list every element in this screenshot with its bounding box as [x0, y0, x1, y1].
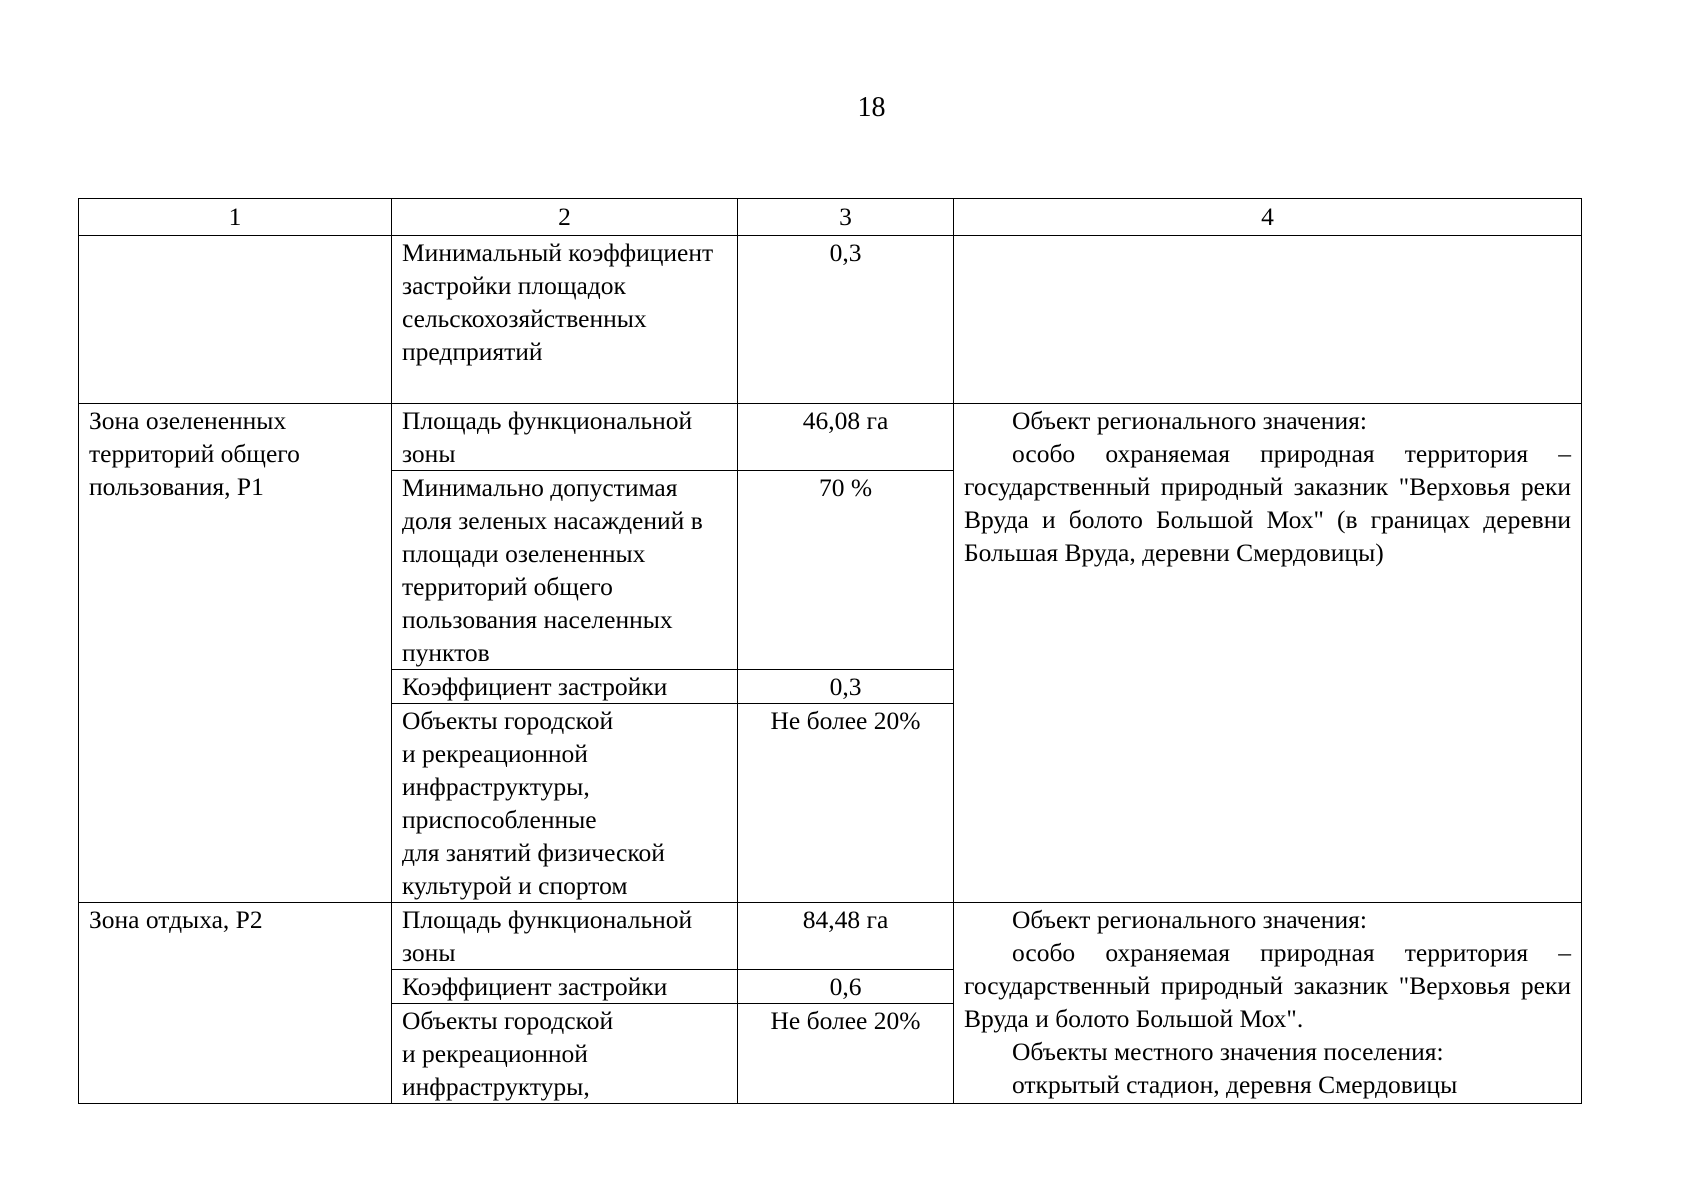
- header-row: [79, 199, 1582, 236]
- header-col-3: 3: [738, 199, 954, 236]
- objects-cell-p2: [954, 903, 1582, 1104]
- objects-cell-p1: [954, 404, 1582, 903]
- header-col-2: 2: [392, 199, 738, 236]
- page-number: 18: [857, 92, 886, 123]
- indicator-cell: [392, 704, 738, 903]
- indicator-cell: [392, 1004, 738, 1104]
- value-cell: Не более 20%: [738, 704, 954, 903]
- objects-heading: Объекты местного значения поселения:: [1012, 1037, 1444, 1066]
- value-cell: Не более 20%: [738, 1004, 954, 1104]
- objects-cell-empty: [954, 236, 1582, 404]
- indicator-line: и рекреационной: [402, 739, 588, 768]
- zones-table: [78, 198, 1582, 1104]
- indicator-line: Объекты городской: [402, 1006, 614, 1035]
- table-header: [79, 199, 1582, 236]
- zone-name-p2: Зона отдыха, Р2: [79, 903, 392, 1104]
- objects-heading: Объект регионального значения:: [1012, 406, 1367, 435]
- indicator-cell: Площадь функциональной зоны: [392, 404, 738, 471]
- indicator-cell: Коэффициент застройки: [392, 670, 738, 704]
- indicator-line: для занятий физической: [402, 838, 665, 867]
- indicator-cell: Минимально допустимая доля зеленых насаждений в площади озелененных территорий общего пользования населенных пунктов: [392, 471, 738, 670]
- objects-text: особо охраняемая природная территория – государственный природный заказник "Верховья реки Вруда и болото Большой Мох".: [964, 938, 1571, 1033]
- header-col-4: 4: [954, 199, 1582, 236]
- value-cell: 70 %: [738, 471, 954, 670]
- objects-heading: Объект регионального значения:: [1012, 905, 1367, 934]
- indicator-line: культурой и спортом: [402, 871, 628, 900]
- value-cell: 0,6: [738, 970, 954, 1004]
- table-row: [79, 404, 1582, 471]
- indicator-cell: Коэффициент застройки: [392, 970, 738, 1004]
- indicator-cell: Минимальный коэффициент застройки площадок сельскохозяйственных предприятий: [392, 236, 738, 404]
- indicator-line: приспособленные: [402, 805, 597, 834]
- indicator-line: инфраструктуры,: [402, 1072, 590, 1101]
- value-cell: 84,48 га: [738, 903, 954, 970]
- indicator-line: Объекты городской: [402, 706, 614, 735]
- zone-cell-empty: [79, 236, 392, 404]
- table-row: [79, 236, 1582, 404]
- zone-name-p1: Зона озелененных территорий общего пользования, Р1: [79, 404, 392, 903]
- value-cell: 46,08 га: [738, 404, 954, 471]
- indicator-line: инфраструктуры,: [402, 772, 590, 801]
- table-row: [79, 903, 1582, 970]
- value-cell: 0,3: [738, 236, 954, 404]
- objects-text: особо охраняемая природная территория – государственный природный заказник "Верховья реки Вруда и болото Большой Мох" (в границах деревни Большая Вруда, деревни Смердовицы): [964, 439, 1571, 567]
- objects-text: открытый стадион, деревня Смердовицы: [1012, 1070, 1458, 1099]
- indicator-line: и рекреационной: [402, 1039, 588, 1068]
- value-cell: 0,3: [738, 670, 954, 704]
- indicator-cell: Площадь функциональной зоны: [392, 903, 738, 970]
- header-col-1: 1: [79, 199, 392, 236]
